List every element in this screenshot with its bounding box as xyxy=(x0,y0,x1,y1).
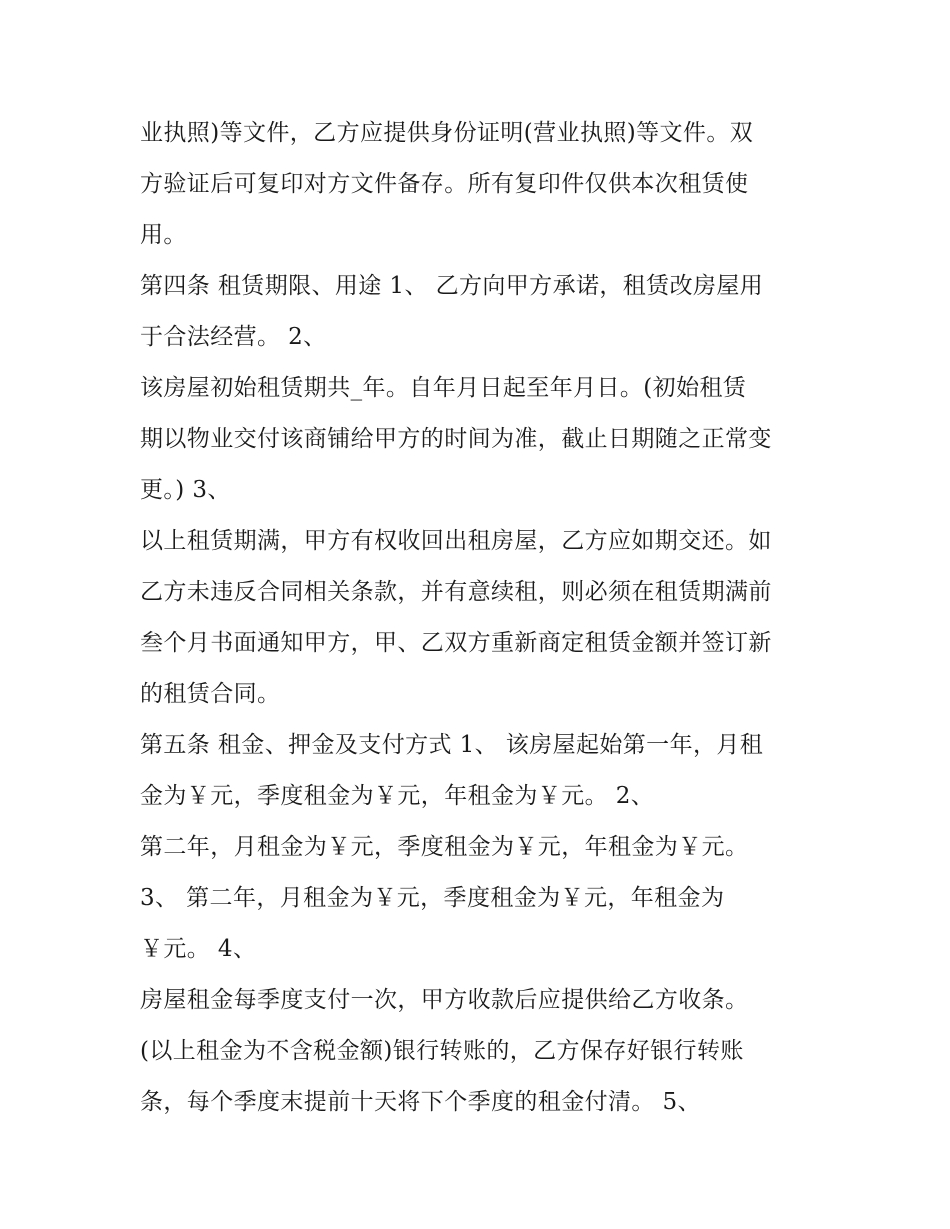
text-line: 房屋租金每季度支付一次，甲方收款后应提供给乙方收条。 xyxy=(140,987,749,1013)
text-line: 第二年，月租金为￥元，季度租金为￥元，年租金为￥元。 xyxy=(140,834,749,860)
text-line: ￥元。 4、 xyxy=(140,936,257,962)
article-5-heading-line: 第五条 租金、押金及支付方式 1、 该房屋起始第一年，月租 xyxy=(140,732,764,758)
text-line: 该房屋初始租赁期共_年。自年月日起至年月日。(初始租赁 xyxy=(140,375,747,401)
text-line: 乙方未违反合同相关条款，并有意续租，则必须在租赁期满前 xyxy=(140,579,772,605)
contract-text-body xyxy=(140,108,840,1128)
text-line: 叁个月书面通知甲方，甲、乙双方重新商定租赁金额并签订新 xyxy=(140,630,772,656)
text-line: 条，每个季度末提前十天将下个季度的租金付清。 5、 xyxy=(140,1089,701,1115)
text-line: (以上租金为不含税金额)银行转账的，乙方保存好银行转账 xyxy=(140,1038,744,1064)
article-4-heading-line: 第四条 租赁期限、用途 1、 乙方向甲方承诺，租赁改房屋用 xyxy=(140,273,764,299)
text-line: 以上租赁期满，甲方有权收回出租房屋，乙方应如期交还。如 xyxy=(140,528,772,554)
text-line: 更。) 3、 xyxy=(140,477,231,503)
text-line: 金为￥元，季度租金为￥元，年租金为￥元。 2、 xyxy=(140,783,655,809)
text-line: 期以物业交付该商铺给甲方的时间为准，截止日期随之正常变 xyxy=(140,426,772,452)
text-line: 于合法经营。 2、 xyxy=(140,324,327,350)
text-line: 3、 第二年，月租金为￥元，季度租金为￥元，年租金为 xyxy=(140,885,725,911)
text-line: 业执照)等文件，乙方应提供身份证明(营业执照)等文件。双 xyxy=(140,120,754,146)
text-line: 的租赁合同。 xyxy=(140,681,281,707)
text-line: 方验证后可复印对方文件备存。所有复印件仅供本次租赁使 xyxy=(140,171,749,197)
text-line: 用。 xyxy=(140,222,187,248)
